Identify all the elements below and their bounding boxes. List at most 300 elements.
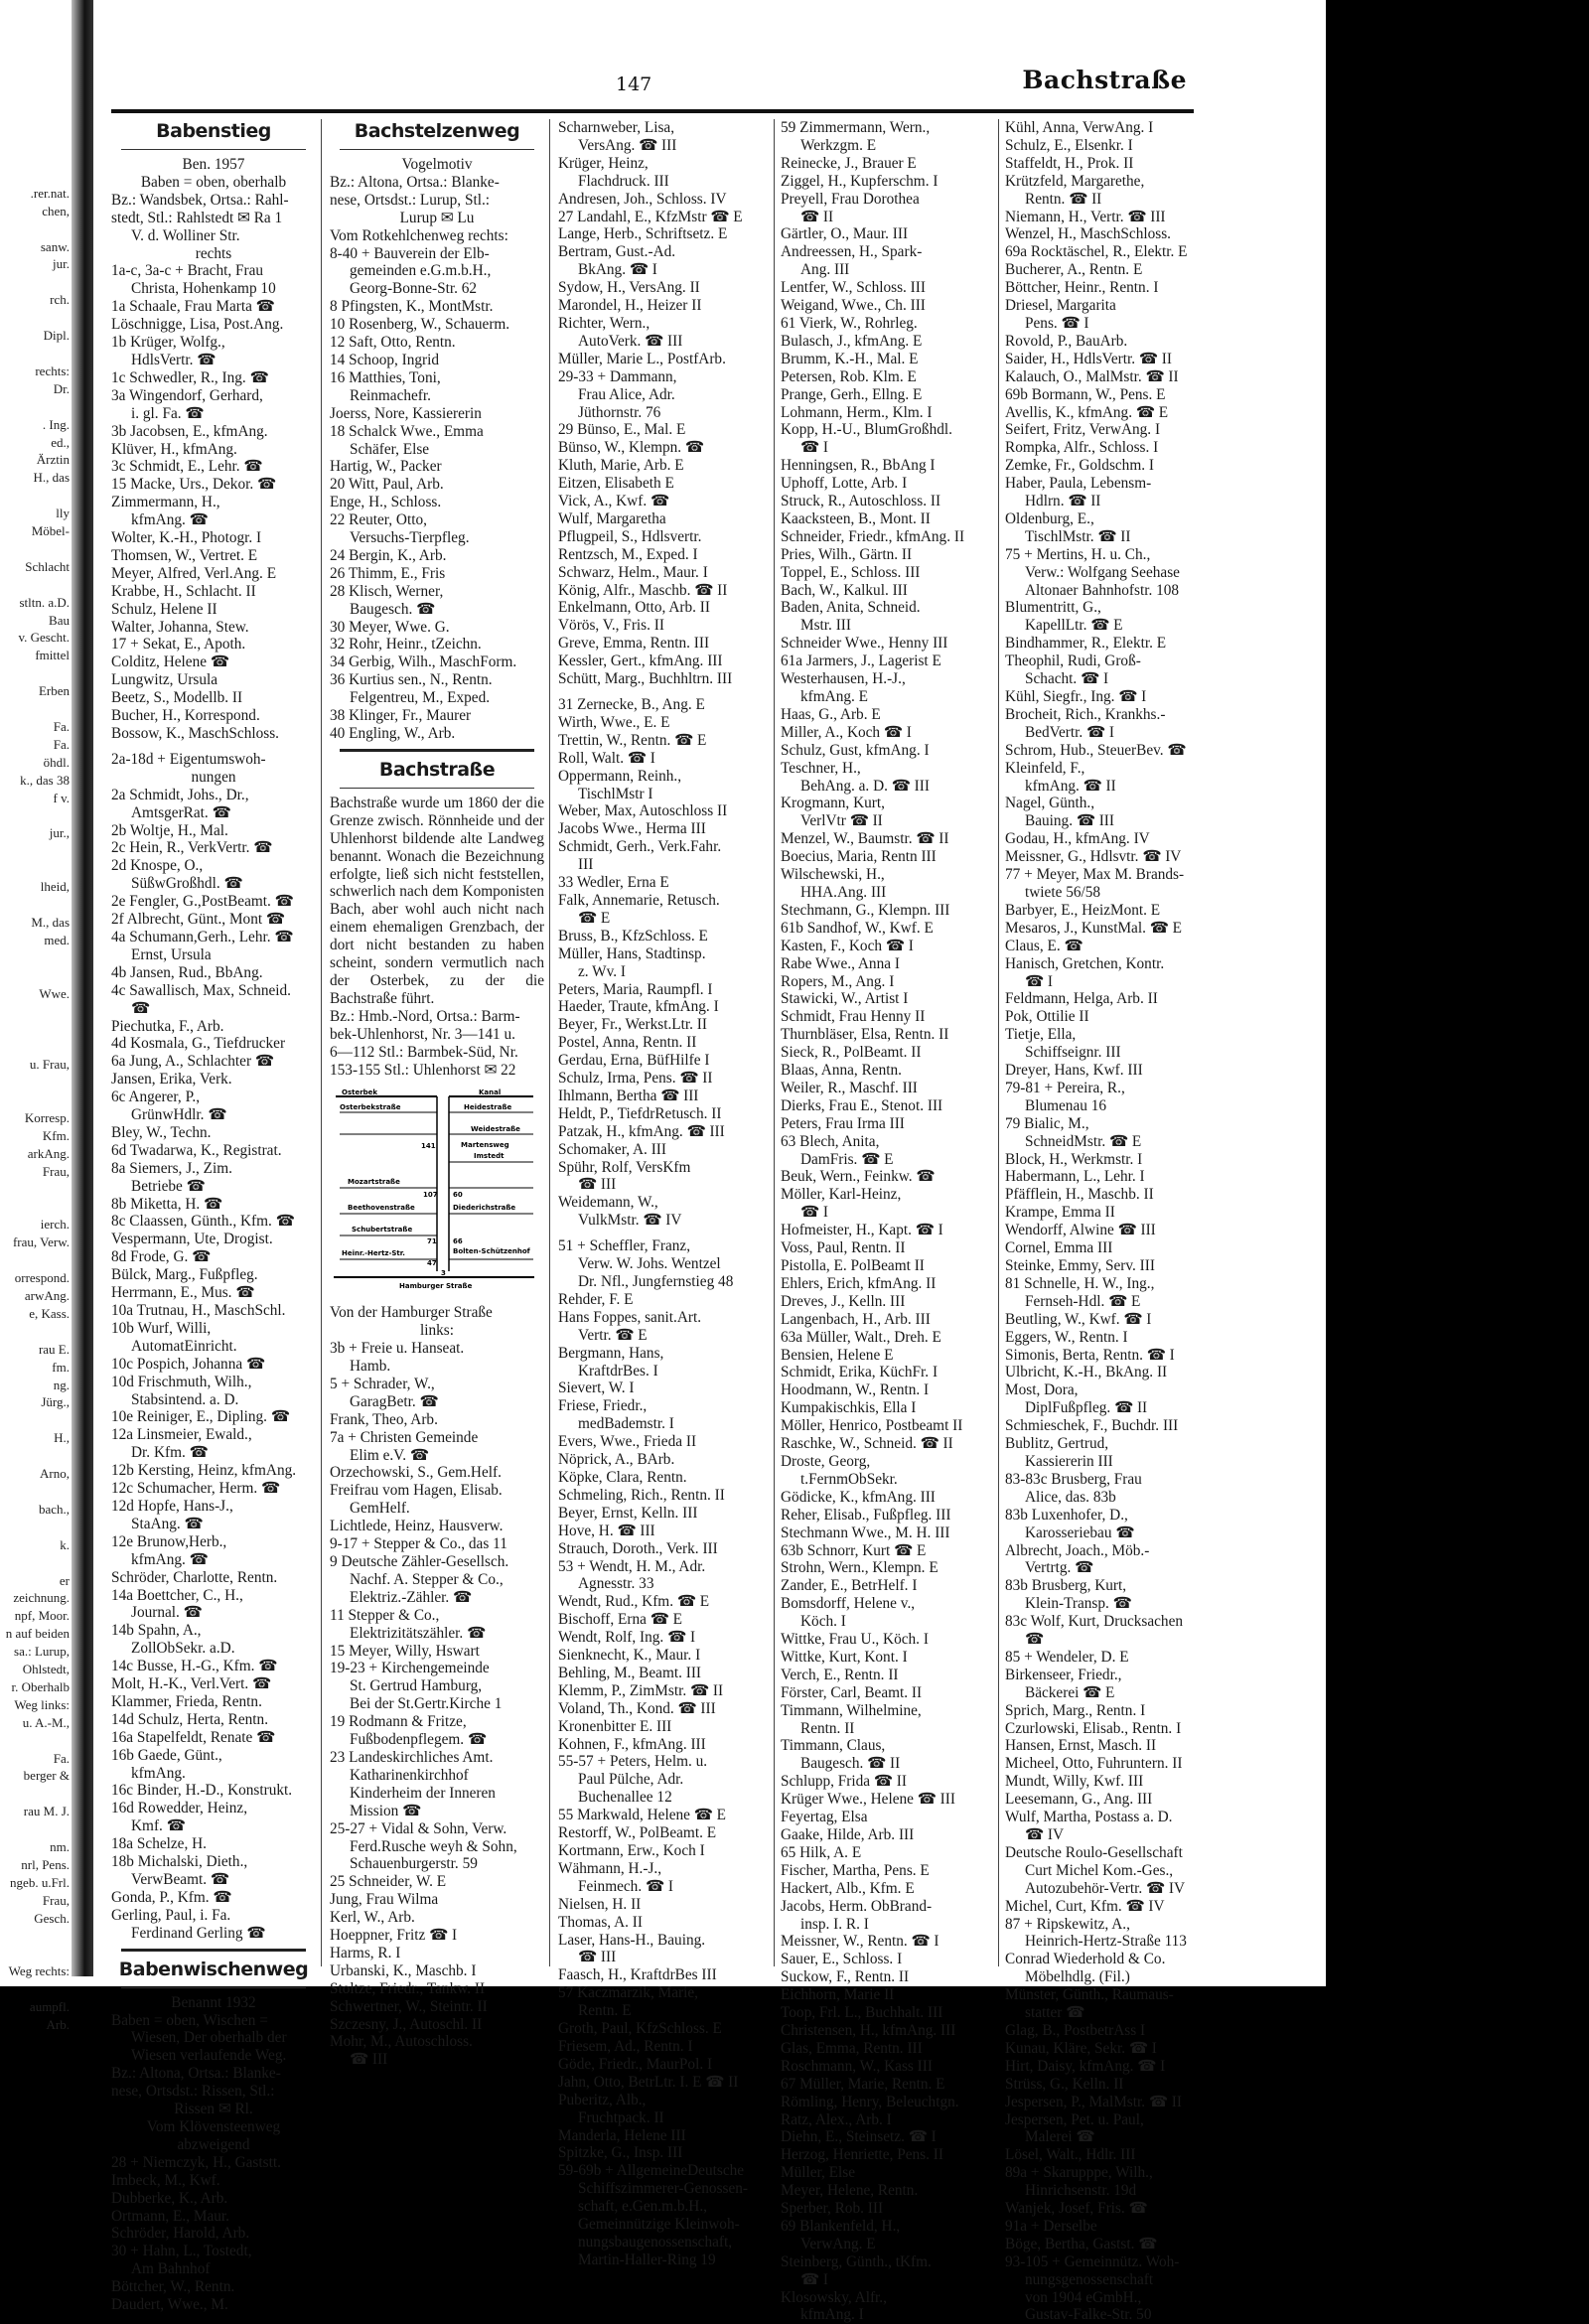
directory-entry: Krützfeld, Margarethe,	[1005, 172, 1145, 190]
entry-continuation: Gemeinnützige Kleinwoh-	[578, 2216, 740, 2234]
directory-entry: Klüver, H., kfmAng.	[111, 440, 237, 458]
entry-continuation: ☎ III	[578, 1949, 617, 1966]
entry-continuation: Am Bahnhof	[131, 2260, 211, 2278]
facing-page-fragment	[6, 149, 70, 167]
directory-entry: Glas, Emma, Rentn. III	[781, 2039, 923, 2057]
directory-entry: 14 Schoop, Ingrid	[330, 351, 440, 368]
directory-entry: Toppel, E., Schloss. III	[781, 563, 921, 581]
directory-entry: Freifrau vom Hagen, Elisab.	[330, 1482, 503, 1500]
entry-continuation: kfmAng. ☎	[131, 1550, 209, 1568]
directory-entry: Schulz, Helene II	[111, 600, 217, 618]
entry-continuation: i. gl. Fa. ☎	[131, 404, 205, 422]
entry-continuation: Autozubehör-Vertr. ☎ IV	[1025, 1879, 1186, 1897]
directory-entry: Rabe Wwe., Anna I	[781, 954, 900, 972]
entry-continuation: Wiesen verlaufende Weg.	[131, 2047, 287, 2065]
facing-page-fragment: bach.,	[38, 1501, 70, 1517]
facing-page-fragment: Frau,	[42, 1892, 70, 1908]
facing-page-fragment: ngeb. u.Frl.	[10, 1874, 70, 1890]
entry-continuation: Ernst, Ursula	[131, 945, 212, 963]
directory-entry: Beyer, Fr., Werkst.Ltr. II	[558, 1016, 707, 1034]
directory-entry: Krampe, Emma II	[1005, 1204, 1115, 1222]
map-label: Imstedt	[474, 1152, 505, 1161]
directory-entry: Strauch, Doroth., Verk. III	[558, 1539, 718, 1557]
directory-entry: Saider, H., HdlsVertr. ☎ II	[1005, 350, 1172, 367]
directory-entry: Restorff, W., PolBeamt. E	[558, 1824, 717, 1842]
column-1	[111, 119, 316, 2314]
facing-page-fragment: H.,	[54, 1430, 70, 1446]
directory-entry: Nöprick, A., BArb.	[558, 1451, 675, 1469]
directory-entry: Schulz, E., Elsenkr. I	[1005, 136, 1133, 154]
section-rule	[340, 749, 534, 752]
map-label: Heinr.-Hertz-Str.	[342, 1249, 405, 1258]
directory-entry: Meissner, G., Hdlsvtr. ☎ IV	[1005, 848, 1182, 866]
facing-page-fragment: v. Gescht.	[18, 630, 70, 646]
entry-continuation: Wiesen, Der oberhalb der	[131, 2029, 287, 2047]
directory-entry: Herrmann, E., Mus. ☎	[111, 1284, 255, 1302]
facing-page-fragment: ed.,	[51, 434, 70, 450]
directory-entry: Stawicki, W., Artist I	[781, 990, 909, 1008]
directory-entry: 14d Schulz, Herta, Rentn.	[111, 1710, 269, 1728]
map-label: Martensweg	[461, 1141, 509, 1150]
directory-entry: Nielsen, H. II	[558, 1895, 642, 1913]
directory-entry: 8d Frode, G. ☎	[111, 1248, 212, 1266]
facing-page-fragment	[6, 576, 70, 594]
directory-entry: Jacobs, Herm. ObBrand-	[781, 1897, 933, 1915]
directory-entry: 10 Rosenberg, W., Schauerm.	[330, 316, 510, 334]
section-rule	[121, 1949, 306, 1952]
directory-entry: Wendorff, Alwine ☎ III	[1005, 1222, 1156, 1239]
directory-entry: 38 Klinger, Fr., Maurer	[330, 707, 472, 725]
directory-entry: 8-40 + Bauverein der Elb-	[330, 244, 490, 262]
directory-entry: Dreves, J., Kelln. III	[781, 1292, 906, 1310]
directory-entry: 65 Hilk, A. E	[781, 1843, 862, 1861]
directory-entry: Laser, Hans-H., Bauing.	[558, 1931, 706, 1949]
directory-entry: Enkelmann, Otto, Arb. II	[558, 599, 710, 617]
directory-entry: Meyer, Alfred, Verl.Ang. E	[111, 564, 277, 582]
directory-entry: Kronenbitter E. III	[558, 1717, 672, 1735]
directory-entry: Peters, Maria, Raumpfl. I	[558, 980, 713, 998]
directory-entry: 15 Meyer, Willy, Hswart	[330, 1642, 480, 1660]
directory-entry: Most, Dora,	[1005, 1381, 1079, 1399]
facing-page-fragment	[6, 273, 70, 291]
facing-page-fragment: r. Oberhalb	[11, 1678, 70, 1694]
facing-page-fragment: Arb.	[46, 2017, 70, 2033]
directory-entry: Krüger Wwe., Helene ☎ III	[781, 1791, 955, 1809]
entry-continuation: Hamb.	[350, 1358, 391, 1376]
heading-underline	[121, 1987, 306, 1988]
directory-entry: Jespersen, Pet. u. Paul,	[1005, 2110, 1144, 2128]
directory-entry: Kerl, W., Arb.	[330, 1909, 415, 1927]
directory-entry: Feyertag, Elsa	[781, 1809, 868, 1826]
directory-entry: Andresen, Joh., Schloss. IV	[558, 190, 727, 208]
directory-entry: 6d Twadarwa, K., Registrat.	[111, 1141, 282, 1159]
directory-entry: Beetz, S., Modellb. II	[111, 689, 243, 707]
directory-entry: Pflugpeil, S., Hdlsvertr.	[558, 527, 702, 545]
facing-page-fragment: Erben	[38, 683, 70, 699]
street-heading: Babenstieg	[156, 120, 271, 142]
facing-page-fragment	[6, 1323, 70, 1341]
directory-entry: 17 + Sekat, E., Apoth.	[111, 636, 246, 654]
directory-entry: 14c Busse, H.-G., Kfm. ☎	[111, 1658, 278, 1675]
facing-page-fragment	[6, 700, 70, 718]
directory-entry: Baden, Anita, Schneid.	[781, 599, 921, 617]
entry-continuation: Versuchs-Tierpfleg.	[350, 529, 470, 547]
entry-continuation: Fernseh-Hdl. ☎ E	[1025, 1292, 1141, 1310]
entry-continuation: Schauenburgerstr. 59	[350, 1855, 478, 1873]
directory-entry: Bertram, Gust.-Ad.	[558, 243, 676, 261]
directory-entry: Barbyer, E., HeizMont. E	[1005, 901, 1161, 919]
directory-entry: Klemm, P., ZimMstr. ☎ II	[558, 1681, 724, 1699]
directory-entry: Gärtler, O., Maur. III	[781, 225, 909, 243]
directory-entry: Sievert, W. I	[558, 1380, 635, 1397]
directory-entry: Hofmeister, H., Kapt. ☎ I	[781, 1222, 943, 1239]
directory-entry: Mohr, M., Autoschloss.	[330, 2033, 473, 2051]
directory-entry: Spühr, Rolf, VersKfm	[558, 1158, 691, 1176]
entry-continuation: Frau Alice, Adr.	[578, 385, 675, 403]
directory-entry: Joerss, Nore, Kassiererin	[330, 404, 482, 422]
entry-continuation: HdlsVertr. ☎	[131, 351, 217, 368]
directory-entry: Hove, H. ☎ III	[558, 1522, 655, 1539]
entry-continuation: VersAng. ☎ III	[578, 136, 677, 154]
map-label: Bolten-Schützenhof	[453, 1247, 530, 1256]
directory-entry: Zander, E., BetrHelf. I	[781, 1577, 918, 1595]
directory-entry: Piechutka, F., Arb.	[111, 1017, 224, 1035]
directory-entry: Vick, A., Kwf. ☎	[558, 493, 670, 510]
facing-page-fragment: Dipl.	[43, 328, 70, 344]
map-label: 107	[423, 1191, 438, 1200]
directory-entry: Kleinfeld, F.,	[1005, 759, 1085, 777]
directory-entry: 79 Bialic, M.,	[1005, 1114, 1089, 1132]
column-divider	[321, 119, 322, 1966]
directory-entry: 36 Kurtius sen., N., Rentn.	[330, 671, 493, 689]
directory-entry: Herzog, Henriette, Pens. II	[781, 2146, 943, 2164]
directory-entry: Claus, E. ☎	[1005, 937, 1083, 954]
directory-entry: Niemann, H., Vertr. ☎ III	[1005, 208, 1166, 225]
facing-page-fragment: sanw.	[40, 238, 70, 254]
entry-continuation: Schiffseignr. III	[1025, 1044, 1121, 1062]
entry-continuation: KraftdrBes. I	[578, 1362, 658, 1380]
map-label: Schubertstraße	[352, 1226, 413, 1235]
entry-continuation: Feinmech. ☎ I	[578, 1877, 673, 1895]
directory-entry: Thomsen, W., Vertret. E	[111, 546, 258, 564]
directory-entry: 8a Siemers, J., Zim.	[111, 1159, 232, 1177]
directory-entry: 28 Klisch, Werner,	[330, 582, 444, 600]
directory-entry: Marondel, H., Heizer II	[558, 297, 702, 315]
directory-entry: Ortmann, E., Maur.	[111, 2207, 229, 2225]
directory-entry: Harms, R. I	[330, 1944, 401, 1961]
directory-entry: Krüger, Heinz,	[558, 154, 649, 172]
directory-entry: 28 + Niemczyk, H., Gaststt.	[111, 2153, 281, 2171]
directory-entry: Miller, A., Koch ☎ I	[781, 723, 912, 741]
directory-entry: 93-105 + Gemeinnütz. Woh-	[1005, 2252, 1180, 2270]
directory-entry: Haber, Paula, Lebensm-	[1005, 475, 1152, 493]
directory-entry: 55 Markwald, Helene ☎ E	[558, 1807, 726, 1824]
directory-entry: Kalauch, O., MalMstr. ☎ II	[1005, 367, 1179, 385]
entry-continuation: ☎ III	[578, 1176, 617, 1194]
directory-entry: Eitzen, Elisabeth E	[558, 475, 674, 493]
entry-continuation: schaft, e.Gen.m.b.H.,	[578, 2198, 707, 2216]
directory-entry: 63b Schnorr, Kurt ☎ E	[781, 1541, 927, 1559]
entry-continuation: Schiffszimmerer-Genossen-	[578, 2180, 749, 2198]
entry-continuation: Stabsintend. a. D.	[131, 1390, 239, 1408]
facing-page-fragment: Dr.	[53, 380, 70, 396]
directory-entry: Czurlowski, Elisab., Rentn. I	[1005, 1719, 1182, 1737]
facing-page-fragment	[6, 309, 70, 327]
entry-continuation: Vertrtg. ☎	[1025, 1559, 1094, 1577]
directory-entry: Trettin, W., Rentn. ☎ E	[558, 731, 707, 749]
facing-page-fragment: sa.: Lurup,	[14, 1644, 70, 1660]
entry-continuation: Kinderheim der Inneren	[350, 1784, 496, 1802]
directory-entry: 77 + Meyer, Max M. Brands-	[1005, 866, 1185, 884]
map-label: Osterbek	[342, 1089, 378, 1097]
heading-underline	[340, 788, 534, 789]
directory-entry: Wähmann, H.-J.,	[558, 1859, 662, 1877]
street-map	[330, 1085, 538, 1293]
facing-page-fragment: rechts:	[35, 363, 70, 378]
directory-entry: Pistolla, E. PolBeamt II	[781, 1257, 925, 1274]
directory-entry: Albrecht, Joach., Möb.-	[1005, 1541, 1150, 1559]
directory-entry: Weidemann, W.,	[558, 1194, 658, 1212]
directory-entry: Wulf, Martha, Postass a. D.	[1005, 1809, 1173, 1826]
directory-entry: Schneider Wwe., Henny III	[781, 635, 948, 653]
directory-entry: Löschnigge, Lisa, Post.Ang.	[111, 316, 284, 334]
directory-entry: 83-83c Brusberg, Frau	[1005, 1470, 1142, 1488]
directory-entry: 4a Schumann,Gerh., Lehr. ☎	[111, 928, 294, 945]
entry-continuation: Köch. I	[800, 1613, 846, 1631]
map-label: Beethovenstraße	[348, 1204, 415, 1213]
directory-entry: Hanisch, Gretchen, Kontr.	[1005, 954, 1165, 972]
directory-entry: Bülck, Marg., Fußpfleg.	[111, 1266, 258, 1284]
directory-entry: 6c Angerer, P.,	[111, 1089, 201, 1106]
entry-continuation: kfmAng. ☎ II	[1025, 777, 1116, 795]
entry-continuation: Ferd.Rusche weyh & Sohn,	[350, 1837, 517, 1855]
entry-continuation: ☎	[1025, 1631, 1045, 1649]
facing-page-fragment: f v.	[53, 790, 70, 805]
directory-entry: 30 Meyer, Wwe. G.	[330, 618, 450, 636]
directory-entry: Sienknecht, K., Maur. I	[558, 1647, 701, 1665]
facing-page-fragment: nm.	[50, 1839, 70, 1855]
directory-entry: Kohnen, F., kfmAng. III	[558, 1735, 706, 1753]
directory-entry: 12b Kersting, Heinz, kfmAng.	[111, 1462, 297, 1480]
entry-continuation: von 1904 eGmbH.,	[1025, 2288, 1142, 2306]
entry-continuation: Rentn. ☎ II	[1025, 190, 1102, 208]
directory-entry: Faasch, H., KraftdrBes III	[558, 1966, 717, 1984]
directory-entry: Bz.: Altona, Ortsa.: Blanke-	[111, 2065, 281, 2083]
entry-continuation: insp. I. R. I	[800, 1915, 869, 1933]
entry-continuation: Dr. Kfm. ☎	[131, 1444, 209, 1462]
facing-page-fragment: ng.	[53, 1377, 70, 1392]
directory-entry: Schneider, Friedr., kfmAng. II	[781, 527, 965, 545]
directory-entry: Prange, Gerh., Ellng. E	[781, 385, 923, 403]
facing-page-fragment: .rer.nat.	[30, 185, 70, 201]
street-note: rechts	[195, 244, 232, 262]
directory-entry: Vom Rotkehlchenweg rechts:	[330, 226, 508, 244]
entry-continuation: Hdlrn. ☎ II	[1025, 493, 1101, 510]
column-3	[558, 119, 769, 2269]
directory-entry: 25-27 + Vidal & Sohn, Verw.	[330, 1819, 507, 1837]
directory-entry: Spitzke, G., Insp. III	[558, 2144, 683, 2162]
facing-page-fragment: Fa.	[53, 1750, 70, 1766]
directory-entry: Lentfer, W., Schloss. III	[781, 279, 926, 297]
entry-continuation: statter ☎	[1025, 2004, 1085, 2022]
facing-page-fragment	[6, 896, 70, 914]
entry-continuation: Vertr. ☎ E	[578, 1326, 648, 1344]
facing-page-fragment: rch.	[50, 292, 70, 308]
map-label: Kanal	[479, 1089, 502, 1097]
directory-entry: Bucher, H., Korrespond.	[111, 707, 260, 725]
facing-page-fragment	[6, 1181, 70, 1199]
directory-entry: bek-Uhlenhorst, Nr. 3—141 u.	[330, 1025, 515, 1043]
directory-entry: 11 Stepper & Co.,	[330, 1606, 440, 1624]
facing-page-fragment	[6, 807, 70, 825]
directory-entry: Bach, W., Kalkul. III	[781, 581, 908, 599]
directory-entry: Gaake, Hilde, Arb. III	[781, 1826, 915, 1843]
entry-continuation: Jüthornstr. 76	[578, 403, 661, 421]
directory-entry: Haeder, Traute, kfmAng. I	[558, 998, 719, 1016]
directory-entry: Jahn, Otto, BetrLtr. I. E ☎ II	[558, 2073, 739, 2091]
directory-entry: Lösel, Walt., Hdlr. III	[1005, 2146, 1136, 2164]
directory-entry: Kasten, F., Koch ☎ I	[781, 937, 914, 954]
directory-entry: 10c Pospich, Johanna ☎	[111, 1355, 266, 1373]
map-label: Heidestraße	[464, 1103, 512, 1112]
directory-entry: Schwertner, W., Steintr. II	[330, 1997, 488, 2015]
entry-continuation: SchneidMstr. ☎ E	[1025, 1132, 1142, 1150]
entry-continuation: BedVertr. ☎ I	[1025, 723, 1114, 741]
directory-entry: Tietje, Ella,	[1005, 1026, 1077, 1044]
facing-page-fragment: n auf beiden	[5, 1626, 70, 1642]
street-note: Vogelmotiv	[401, 156, 473, 173]
entry-continuation: Flachdruck. III	[578, 172, 669, 190]
map-label: 71	[427, 1237, 437, 1246]
directory-entry: Wirth, Wwe., E. E	[558, 713, 670, 731]
directory-entry: Gonda, P., Kfm. ☎	[111, 1888, 232, 1906]
facing-page-fragment: M., das	[31, 914, 70, 930]
directory-entry: 18b Michalski, Dieth.,	[111, 1853, 248, 1871]
entry-continuation: Betriebe ☎	[131, 1177, 206, 1195]
facing-page-fragment: lly	[56, 506, 70, 521]
directory-entry: Schomaker, A. III	[558, 1140, 666, 1158]
entry-continuation: ☎ II	[800, 208, 834, 225]
directory-entry: nese, Ortsdst.: Rissen, Stl.:	[111, 2083, 275, 2101]
directory-entry: Von der Hamburger Straße	[330, 1304, 493, 1322]
directory-entry: Schmieschek, F., Buchdr. III	[1005, 1417, 1179, 1435]
directory-entry: Hoeppner, Fritz ☎ I	[330, 1927, 458, 1945]
directory-entry: 14a Boettcher, C., H.,	[111, 1586, 243, 1604]
directory-entry: Klosowsky, Alfr.,	[781, 2288, 887, 2306]
directory-entry: Driesel, Margarita	[1005, 297, 1116, 315]
directory-entry: 18 Schalck Wwe., Emma	[330, 422, 484, 440]
directory-entry: Oppermann, Reinh.,	[558, 767, 682, 785]
entry-continuation: Felgentreu, M., Exped.	[350, 689, 491, 707]
entry-continuation: Dr. Nfl., Jungfernstieg 48	[578, 1273, 734, 1290]
facing-page-fragment: u. Frau,	[29, 1057, 70, 1073]
directory-entry: Reinecke, J., Brauer E	[781, 154, 917, 172]
entry-continuation: DamFris. ☎ E	[800, 1150, 894, 1168]
directory-entry: 57 Kaczmarzik, Marie,	[558, 1984, 699, 2002]
directory-entry: 153-155 Stl.: Uhlenhorst ✉ 22	[330, 1061, 516, 1079]
directory-entry: Uphoff, Lotte, Arb. I	[781, 475, 908, 493]
spacer	[558, 1230, 769, 1237]
directory-entry: 12d Hopfe, Hans-J.,	[111, 1497, 233, 1515]
entry-continuation: ☎ III	[350, 2051, 388, 2069]
entry-continuation: ☎ E	[578, 909, 611, 927]
directory-entry: Jacobs Wwe., Herma III	[558, 820, 706, 838]
entry-continuation: nungsbaugenossenschaft,	[578, 2233, 733, 2251]
directory-entry: Wolter, K.-H., Photogr. I	[111, 529, 262, 547]
directory-entry: Kluth, Marie, Arb. E	[558, 457, 684, 475]
directory-entry: Peters, Frau Irma III	[781, 1114, 905, 1132]
facing-page-fragment: fmittel	[35, 648, 70, 663]
directory-entry: Wendt, Rud., Kfm. ☎ E	[558, 1593, 710, 1611]
directory-entry: 2e Fengler, G.,PostBeamt. ☎	[111, 893, 294, 911]
directory-entry: Schmidt, Frau Henny II	[781, 1008, 926, 1026]
entry-continuation: Alice, das. 83b	[1025, 1488, 1116, 1506]
column-divider	[774, 119, 775, 1966]
entry-continuation: Ang. III	[800, 261, 850, 279]
map-label: 141	[421, 1142, 436, 1151]
directory-entry: Bley, W., Techn.	[111, 1123, 212, 1141]
facing-page-fragment: fm.	[52, 1359, 70, 1375]
directory-entry: Wittke, Frau U., Köch. I	[781, 1631, 929, 1649]
directory-entry: Möller, Henrico, Postbeamt II	[781, 1417, 963, 1435]
directory-entry: Timmann, Claus,	[781, 1737, 886, 1755]
directory-entry: Meyer, Helene, Rentn.	[781, 2182, 919, 2200]
directory-entry: 2a-18d + Eigentumswoh-	[111, 750, 266, 768]
facing-page-fragment: med.	[44, 932, 70, 947]
directory-entry: Gerling, Paul, i. Fa.	[111, 1906, 231, 1924]
entry-continuation: StaAng. ☎	[131, 1515, 204, 1532]
directory-entry: 63 Blech, Anita,	[781, 1132, 880, 1150]
directory-entry: Gödicke, K., kfmAng. III	[781, 1488, 936, 1506]
entry-continuation: Martin-Haller-Ring 19	[578, 2251, 716, 2268]
facing-page-fragment: k., das 38	[20, 772, 70, 788]
directory-entry: 83c Wolf, Kurt, Drucksachen	[1005, 1613, 1184, 1631]
directory-entry: Schmidt, Erika, KüchFr. I	[781, 1364, 939, 1381]
directory-entry: Mundt, Willy, Kwf. III	[1005, 1773, 1144, 1791]
directory-entry: 55-57 + Peters, Helm. u.	[558, 1753, 708, 1771]
directory-entry: Westerhausen, H.-J.,	[781, 670, 906, 688]
directory-entry: 19-23 + Kirchengemeinde	[330, 1660, 490, 1677]
directory-entry: Bublitz, Gertrud,	[1005, 1435, 1109, 1453]
directory-entry: Bomsdorff, Helene v.,	[781, 1595, 916, 1613]
entry-continuation: kfmAng. ☎	[131, 511, 209, 529]
directory-entry: Richter, Wern.,	[558, 314, 650, 332]
facing-page-fragment: jur.	[53, 256, 70, 272]
directory-entry: 15 Macke, Urs., Dekor. ☎	[111, 476, 277, 494]
facing-page-fragment	[6, 1732, 70, 1750]
column-divider	[549, 119, 550, 1966]
directory-entry: 10b Wurf, Willi,	[111, 1319, 212, 1337]
entry-continuation: Altonaer Bahnhofstr. 108	[1025, 581, 1180, 599]
directory-entry: Schulz, Gust, kfmAng. I	[781, 741, 930, 759]
directory-entry: Thurnbläser, Elsa, Rentn. II	[781, 1026, 949, 1044]
facing-page-fragment	[6, 1198, 70, 1216]
directory-entry: Haas, G., Arb. E	[781, 705, 881, 723]
column-4	[781, 119, 993, 2324]
directory-entry: 25 Schneider, W. E	[330, 1873, 447, 1891]
directory-entry: Kunau, Kläre, Sekr. ☎ I	[1005, 2039, 1157, 2057]
directory-entry: Voland, Th., Kond. ☎ III	[558, 1699, 716, 1717]
entry-continuation: BehAng. a. D. ☎ III	[800, 777, 930, 795]
entry-continuation: KapellLtr. ☎ E	[1025, 617, 1123, 635]
facing-page-fragment: Weg rechts:	[8, 1963, 70, 1979]
directory-entry: Ihlmann, Bertha ☎ III	[558, 1087, 699, 1104]
street-note: Ben. 1957	[182, 156, 245, 173]
directory-entry: 3b + Freie u. Hanseat.	[330, 1340, 465, 1358]
directory-entry: Cornel, Emma III	[1005, 1239, 1113, 1257]
facing-page-fragment: e, Kass.	[29, 1305, 70, 1321]
entry-continuation: V. d. Wolliner Str.	[131, 226, 240, 244]
